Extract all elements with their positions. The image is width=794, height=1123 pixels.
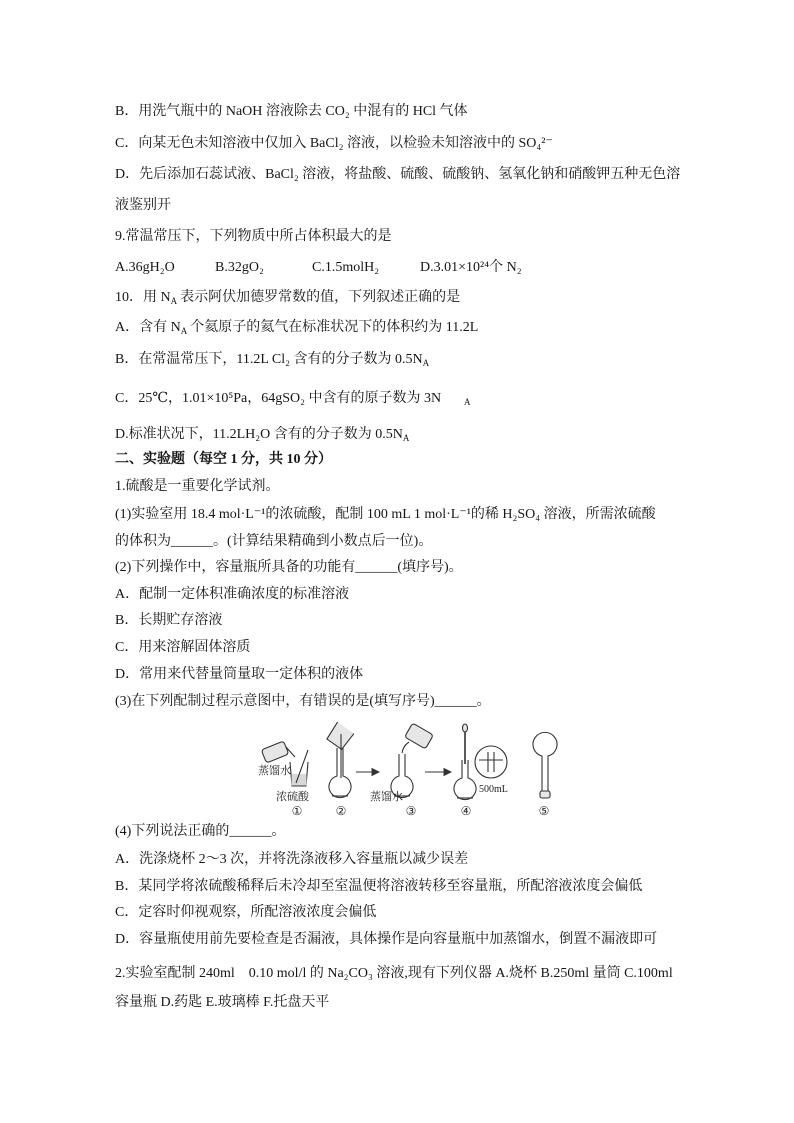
q10-stem-post: 表示阿伏加德罗常数的值，下列叙述正确的是 <box>180 290 461 305</box>
step1-group <box>258 741 310 818</box>
step2-volumetric-flask <box>329 748 351 798</box>
q8-option-c: C．向某无色未知溶液中仅加入 BaCl₂ 溶液，以检验未知溶液中的 SO₄²⁻ <box>115 136 553 151</box>
q10-option-a-pre: A．含有 N <box>115 320 181 335</box>
exp1-part2-option-c: C．用来溶解固体溶质 <box>115 640 251 655</box>
exp1-part4-option-d: D．容量瓶使用前先要检查是否漏液，具体操作是向容量瓶中加蒸馏水，倒置不漏液即可 <box>115 932 658 947</box>
step5-inverted-flask <box>533 732 557 792</box>
q9-option-b: B.32gO₂ <box>215 260 264 275</box>
step4-magnifier-neck <box>488 752 494 772</box>
q10-option-a-sub: A <box>180 326 188 336</box>
exp1-part2-stem: (2)下列操作中，容量瓶所具备的功能有______(填序号)。 <box>115 560 463 575</box>
exp1-part4-option-c: C．定容时仰视观察，所配溶液浓度会偏低 <box>115 905 377 920</box>
q8-option-b: B．用洗气瓶中的 NaOH 溶液除去 CO₂ 中混有的 HCl 气体 <box>115 104 468 119</box>
q10-option-c-sub: A <box>464 397 471 407</box>
step4-volumetric-flask <box>454 760 476 800</box>
preparation-steps-figure <box>245 720 565 820</box>
exp2-line1: 2.实验室配制 240ml 0.10 mol/l 的 Na₂CO₃ 溶液,现有下列仪器 A.烧杯 B.250ml 量筒 C.100ml <box>115 966 673 981</box>
step4-label-volume: 500mL <box>479 784 508 795</box>
q9-option-a: A.36gH₂O <box>115 260 175 275</box>
q10-option-c-pre: C．25℃，1.01×10⁵Pa，64gSO₂ 中含有的原子数为 3N <box>115 391 442 406</box>
exp2-line2: 容量瓶 D.药匙 E.玻璃棒 F.托盘天平 <box>115 995 330 1010</box>
exp1-part4-option-b: B．某同学将浓硫酸稀释后未冷却至室温便将溶液转移至容量瓶，所配溶液浓度会偏低 <box>115 879 643 894</box>
q10-stem <box>115 289 460 307</box>
step1-wash-bottle <box>261 741 288 763</box>
q8-option-d-line1: D．先后添加石蕊试液、BaCl₂ 溶液，将盐酸、硫酸、硫酸钠、氢氧化钠和硝酸钾五种无色溶 <box>115 167 681 182</box>
step3-number: ③ <box>405 804 417 818</box>
exp1-part2-option-d: D．常用来代替量筒量取一定体积的液体 <box>115 667 364 682</box>
q10-option-b <box>115 351 432 369</box>
q10-option-a-post: 个氦原子的氦气在标准状况下的体积约为 11.2L <box>190 320 479 335</box>
exp1-stem: 1.硫酸是一重要化学试剂。 <box>115 479 280 494</box>
step1-label-water: 蒸馏水 <box>258 765 291 777</box>
q9-options <box>115 259 635 277</box>
q10-option-d-pre: D.标准状况下，11.2LH₂O 含有的分子数为 0.5N <box>115 427 403 442</box>
q8-option-d-line2: 液鉴别开 <box>115 198 171 213</box>
q10-stem-pre: 10．用 N <box>115 290 171 305</box>
section-heading: 二、实验题（每空 1 分，共 10 分） <box>115 452 332 467</box>
exp1-part1-line2: 的体积为______。(计算结果精确到小数点后一位)。 <box>115 534 433 549</box>
q9-option-c: C.1.5molH₂ <box>312 260 380 275</box>
exp1-part4-option-a: A．洗涤烧杯 2～3 次，并将洗涤液移入容量瓶以减少误差 <box>115 852 469 867</box>
step5-group <box>533 732 557 818</box>
step2-number: ② <box>335 804 347 818</box>
exp1-part1-line1: (1)实验室用 18.4 mol·L⁻¹的浓硫酸，配制 100 mL 1 mol·L⁻¹的稀 H₂SO₄ 溶液，所需浓硫酸 <box>115 507 656 522</box>
exp1-part3-stem: (3)在下列配制过程示意图中，有错误的是(填写序号)______。 <box>115 694 491 709</box>
step4-magnifier-circle <box>475 746 507 778</box>
step3-group <box>370 723 433 818</box>
step4-group <box>454 724 508 818</box>
step2-group <box>326 722 354 818</box>
exp1-part2-option-b: B．长期贮存溶液 <box>115 613 223 628</box>
q9-option-d: D.3.01×10²⁴个 N₂ <box>420 260 522 275</box>
q10-stem-sub: A <box>170 296 178 306</box>
step4-number: ④ <box>460 804 472 818</box>
q10-option-d-sub: A <box>402 433 410 443</box>
q10-option-b-pre: B．在常温常压下，11.2L Cl₂ 含有的分子数为 0.5N <box>115 352 423 367</box>
exp1-part2-option-a: A．配制一定体积准确浓度的标准溶液 <box>115 587 350 602</box>
step3-wash-bottle <box>405 723 434 749</box>
exp1-part4-stem: (4)下列说法正确的______。 <box>115 824 286 839</box>
q10-option-b-sub: A <box>422 358 430 368</box>
q9-stem: 9.常温常压下，下列物质中所占体积最大的是 <box>115 229 392 244</box>
step5-stopper-hand <box>540 791 550 798</box>
step2-pouring-beaker <box>326 722 354 750</box>
q10-option-c <box>115 390 441 408</box>
step1-label-acid: 浓硫酸 <box>276 791 309 803</box>
q10-option-d <box>115 426 412 444</box>
step4-dropper-bulb <box>463 724 468 732</box>
step3-wash-bottle-nozzle <box>402 742 409 753</box>
step5-number: ⑤ <box>538 804 550 818</box>
step1-number: ① <box>291 804 303 818</box>
q10-option-a <box>115 319 478 337</box>
step3-label-water: 蒸馏水 <box>370 791 403 803</box>
